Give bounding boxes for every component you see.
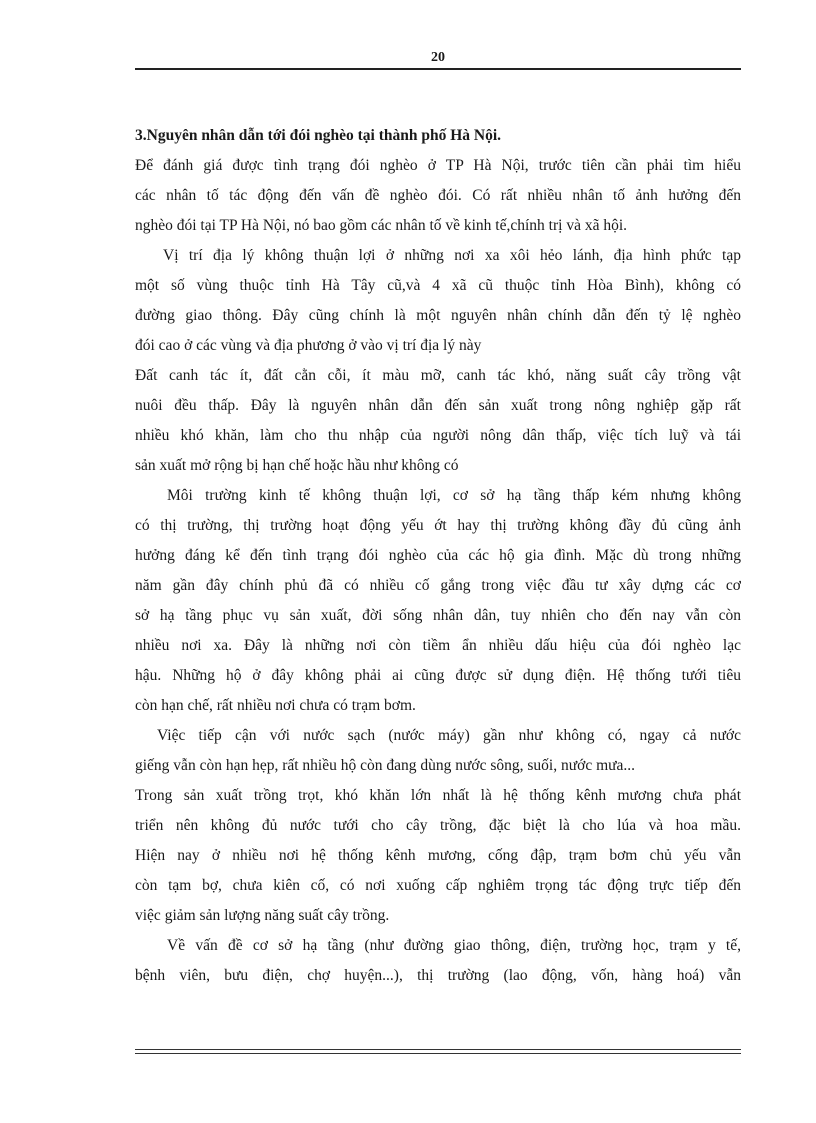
- header-rule: [135, 68, 741, 70]
- text-line: bệnh viên, bưu điện, chợ huyện...), thị trường (lao động, vốn, hàng hoá) vẫn: [135, 967, 741, 984]
- text-line: Vị trí địa lý không thuận lợi ở những nơi xa xôi hẻo lánh, địa hình phức tạp: [163, 247, 741, 264]
- text-line: còn hạn chế, rất nhiều nơi chưa có trạm bơm.: [135, 697, 416, 714]
- text-line: giếng vẫn còn hạn hẹp, rất nhiều hộ còn đang dùng nước sông, suối, nước mưa...: [135, 757, 636, 774]
- text-line: triển nên không đủ nước tưới cho cây trồng, đặc biệt là cho lúa và hoa mầu.: [135, 817, 741, 834]
- section-heading: 3.Nguyên nhân dẫn tới đói nghèo tại thành phố Hà Nội.: [135, 127, 502, 144]
- text-line: nhiều khó khăn, làm cho thu nhập của người nông dân thấp, việc tích luỹ và tái: [135, 427, 741, 444]
- text-line: các nhân tố tác động đến vấn đề nghèo đói. Có rất nhiều nhân tố ảnh hưởng đến: [135, 187, 741, 204]
- text-line: có thị trường, thị trường hoạt động yếu ớt hay thị trường không đầy đủ cũng ảnh: [135, 517, 741, 534]
- text-line: Đất canh tác ít, đất cằn cỗi, ít màu mỡ, canh tác khó, năng suất cây trồng vật: [135, 367, 741, 384]
- text-line: Môi trường kinh tế không thuận lợi, cơ sở hạ tầng thấp kém nhưng không: [167, 487, 741, 504]
- text-line: đường giao thông. Đây cũng chính là một nguyên nhân chính dẫn đến tỷ lệ nghèo: [135, 307, 741, 324]
- text-line: sở hạ tầng phục vụ sản xuất, đời sống nhân dân, tuy nhiên cho đến nay vẫn còn: [135, 607, 741, 624]
- footer-rule: [135, 1049, 741, 1050]
- text-line: hậu. Những hộ ở đây không phải ai cũng được sử dụng điện. Hệ thống tưới tiêu: [135, 667, 741, 684]
- text-line: đói cao ở các vùng và địa phương ở vào vị trí địa lý này: [135, 337, 482, 354]
- text-line: Để đánh giá được tình trạng đói nghèo ở TP Hà Nội, trước tiên cần phải tìm hiểu: [135, 157, 741, 174]
- text-line: nhiều nơi xa. Đây là những nơi còn tiềm ẩn nhiều dấu hiệu của đói nghèo lạc: [135, 637, 741, 654]
- text-line: nghèo đói tại TP Hà Nội, nó bao gồm các nhân tố về kinh tế,chính trị và xã hội.: [135, 217, 628, 234]
- text-line: năm gần đây chính phủ đã có nhiều cố gắng trong việc đầu tư xây dựng các cơ: [135, 577, 741, 594]
- text-line: việc giảm sản lượng năng suất cây trồng.: [135, 907, 390, 924]
- text-line: hưởng đáng kể đến tình trạng đói nghèo của các hộ gia đình. Mặc dù trong những: [135, 547, 741, 564]
- text-line: Trong sản xuất trồng trọt, khó khăn lớn nhất là hệ thống kênh mương chưa phát: [135, 787, 741, 804]
- text-line: Hiện nay ở nhiều nơi hệ thống kênh mương, cống đập, trạm bơm chủ yếu vẫn: [135, 847, 741, 864]
- document-body: [135, 121, 741, 991]
- text-line: còn tạm bợ, chưa kiên cố, có nơi xuống cấp nghiêm trọng tác động trực tiếp đến: [135, 877, 741, 894]
- text-line: một số vùng thuộc tỉnh Hà Tây cũ,và 4 xã cũ thuộc tỉnh Hòa Bình), không có: [135, 277, 741, 294]
- text-line: sản xuất mở rộng bị hạn chế hoặc hầu như không có: [135, 457, 459, 474]
- footer-rule: [135, 1053, 741, 1054]
- text-line: Về vấn đề cơ sở hạ tầng (như đường giao thông, điện, trường học, trạm y tế,: [167, 937, 741, 954]
- text-line: Việc tiếp cận với nước sạch (nước máy) gần như không có, ngay cả nước: [157, 727, 741, 744]
- text-line: nuôi đều thấp. Đây là nguyên nhân dẫn đến sản xuất trong nông nghiệp gặp rất: [135, 397, 741, 414]
- page-number: 20: [431, 50, 445, 65]
